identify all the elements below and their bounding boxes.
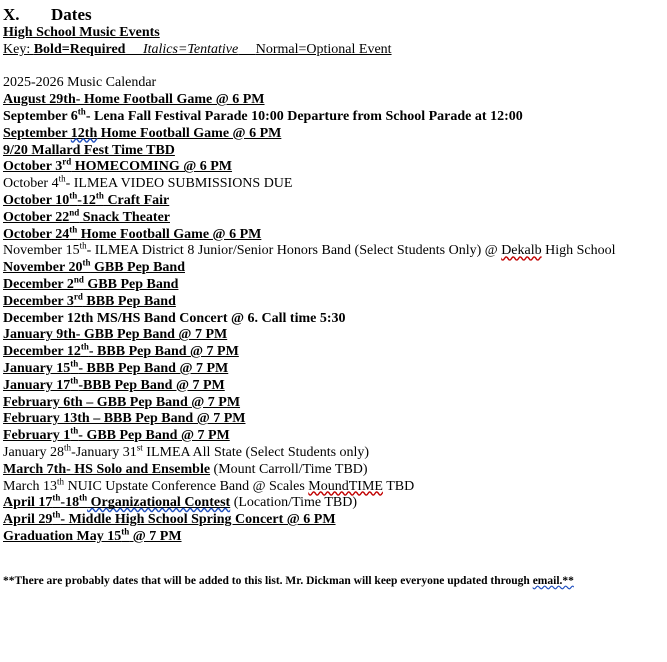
section-title-dates: Dates <box>51 5 92 24</box>
calendar-title: 2025-2026 Music Calendar <box>3 75 157 91</box>
section-number: X. <box>3 5 20 24</box>
event-line: December 12th- BBB Pep Band @ 7 PM <box>3 341 239 360</box>
legend-key <box>3 42 663 59</box>
blank-line <box>3 546 663 574</box>
event-line: December 3rd BBB Pep Band <box>3 291 176 309</box>
event-line: January 28th-January 31st ILMEA All State (Select Students only) <box>3 442 370 460</box>
event-line: April 29th- Middle High School Spring Concert @ 6 PM <box>3 509 336 528</box>
event-line: January 17th-BBB Pep Band @ 7 PM <box>3 375 225 393</box>
event-line: March 7th- HS Solo and Ensemble (Mount Carroll/Time TBD) <box>3 461 368 477</box>
document-page <box>3 5 663 588</box>
event-line: November 20th GBB Pep Band <box>3 257 185 276</box>
event-line: October 4th- ILMEA VIDEO SUBMISSIONS DUE <box>3 173 293 192</box>
blank-line <box>3 59 663 76</box>
event-line: Graduation May 15th @ 7 PM <box>3 526 182 544</box>
event-line: November 15th- ILMEA District 8 Junior/Senior Honors Band (Select Students Only) @ Dekalb High School <box>3 240 616 259</box>
event-line: 9/20 Mallard Fest Time TBD <box>3 142 175 158</box>
subsection-title: High School Music Events <box>3 25 160 40</box>
event-line: October 24th Home Football Game @ 6 PM <box>3 223 262 242</box>
event-line: October 10th-12th Craft Fair <box>3 190 170 208</box>
event-line: January 15th- BBB Pep Band @ 7 PM <box>3 358 229 376</box>
event-line: August 29th- Home Football Game @ 6 PM <box>3 92 265 108</box>
event-line: February 1th- GBB Pep Band @ 7 PM <box>3 425 230 444</box>
key-normal: Normal=Optional Event <box>255 41 392 57</box>
event-line: October 22nd Snack Theater <box>3 207 170 225</box>
event-line: February 6th – GBB Pep Band @ 7 PM <box>3 394 241 410</box>
footnote: **There are probably dates that will be added to this list. Mr. Dickman will keep everyone updated through email.** <box>3 574 574 587</box>
key-italic: Italics=Tentative <box>142 41 239 57</box>
event-line: April 17th-18th Organizational Contest (Location/Time TBD) <box>3 492 357 511</box>
event-line: March 13th NUIC Upstate Conference Band @ Scales MoundTIME TBD <box>3 475 415 494</box>
key-label: Key: <box>3 41 34 57</box>
event-line: February 13th – BBB Pep Band @ 7 PM <box>3 411 246 427</box>
event-line: January 9th- GBB Pep Band @ 7 PM <box>3 327 228 343</box>
key-bold: Bold=Required <box>33 41 126 57</box>
event-line: September 12th Home Football Game @ 6 PM <box>3 125 282 141</box>
section-heading <box>3 5 663 25</box>
event-line: September 6th- Lena Fall Festival Parade 10:00 Departure from School Parade at 12:00 <box>3 106 523 124</box>
event-line: December 2nd GBB Pep Band <box>3 274 179 292</box>
event-line: October 3rd HOMECOMING @ 6 PM <box>3 156 233 175</box>
event-line: December 12th MS/HS Band Concert @ 6. Call time 5:30 <box>3 310 346 326</box>
